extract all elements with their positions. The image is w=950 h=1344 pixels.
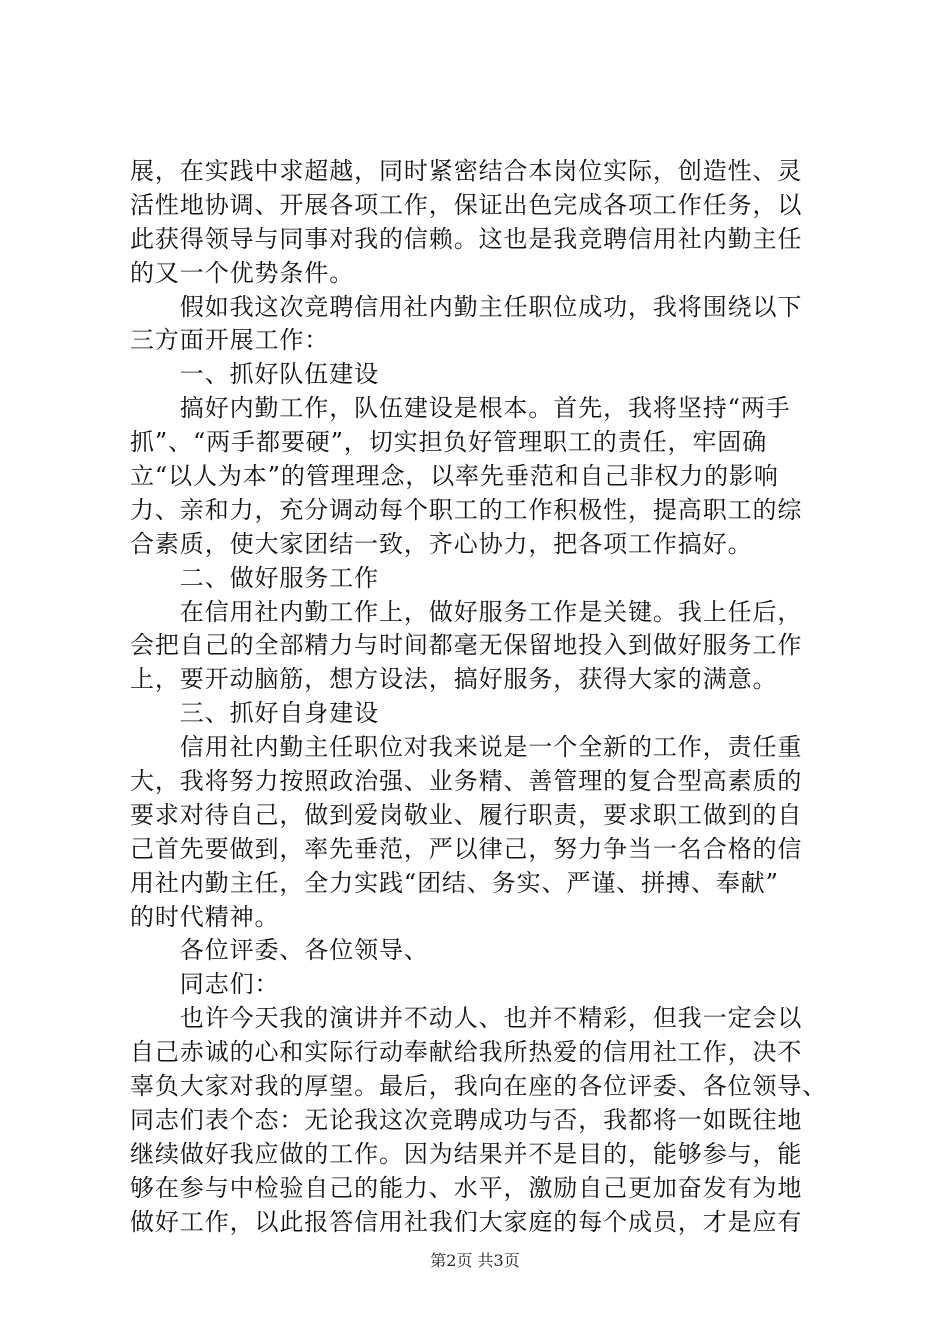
- section-heading: 二、做好服务工作: [130, 563, 379, 592]
- text-line: 展，在实践中求超越，同时紧密结合本岗位实际，创造性、灵: [130, 157, 803, 185]
- text-line: 自己赤诚的心和实际行动奉献给我所热爱的信用社工作，决不: [130, 1038, 803, 1067]
- text-line: 够在参与中检验自己的能力、水平，激励自己更加奋发有为地: [130, 1173, 803, 1202]
- salutation-line: 同志们：: [130, 970, 280, 999]
- text-line: 搞好内勤工作，队伍建设是根本。首先，我将坚持“两手: [130, 394, 791, 423]
- text-line: 抓”、“两手都要硬”，切实担负好管理职工的责任，牢固确: [130, 428, 768, 457]
- text-line: 合素质，使大家团结一致，齐心协力，把各项工作搞好。: [130, 529, 753, 558]
- text-line: 立“以人为本”的管理理念，以率先垂范和自己非权力的影响: [130, 462, 779, 491]
- text-line: 大，我将努力按照政治强、业务精、善管理的复合型高素质的: [130, 767, 803, 796]
- text-line: 此获得领导与同事对我的信赖。这也是我竞聘信用社内勤主任: [130, 224, 803, 253]
- text-line: 假如我这次竞聘信用社内勤主任职位成功，我将围绕以下: [130, 292, 803, 321]
- text-line: 上，要开动脑筋，想方设法，搞好服务，获得大家的满意。: [130, 665, 778, 694]
- text-line: 也许今天我的演讲并不动人、也并不精彩，但我一定会以: [130, 1004, 803, 1033]
- body-text: [130, 155, 830, 1240]
- text-line: 会把自己的全部精力与时间都毫无保留地投入到做好服务工作: [130, 631, 803, 660]
- section-heading: 三、抓好自身建设: [130, 699, 379, 728]
- text-line: 信用社内勤主任职位对我来说是一个全新的工作，责任重: [130, 733, 803, 762]
- text-line: 活性地协调、开展各项工作，保证出色完成各项工作任务，以: [130, 190, 803, 219]
- text-line: 同志们表个态：无论我这次竞聘成功与否，我都将一如既往地: [130, 1105, 803, 1134]
- text-line: 力、亲和力，充分调动每个职工的工作积极性，提高职工的综: [130, 495, 803, 524]
- page-number-footer: 第2页 共3页: [430, 1251, 520, 1270]
- text-line: 在信用社内勤工作上，做好服务工作是关键。我上任后，: [130, 597, 803, 626]
- text-line: 的又一个优势条件。: [130, 258, 355, 287]
- text-line: 继续做好我应做的工作。因为结果并不是目的，能够参与，能: [130, 1139, 803, 1168]
- text-line: 要求对待自己，做到爱岗敬业、履行职责，要求职工做到的自: [130, 800, 803, 829]
- text-line: 的时代精神。: [130, 902, 280, 931]
- text-line: 做好工作，以此报答信用社我们大家庭的每个成员，才是应有: [130, 1207, 803, 1236]
- salutation-line: 各位评委、各位领导、: [130, 936, 429, 965]
- text-line: 辜负大家对我的厚望。最后，我向在座的各位评委、各位领导、: [130, 1072, 828, 1101]
- section-heading: 一、抓好队伍建设: [130, 360, 379, 389]
- text-line: 己首先要做到，率先垂范，严以律己，努力争当一名合格的信: [130, 834, 803, 863]
- text-line: 用社内勤主任，全力实践“团结、务实、严谨、拼搏、奉献”: [130, 868, 779, 897]
- text-line: 三方面开展工作：: [130, 326, 330, 355]
